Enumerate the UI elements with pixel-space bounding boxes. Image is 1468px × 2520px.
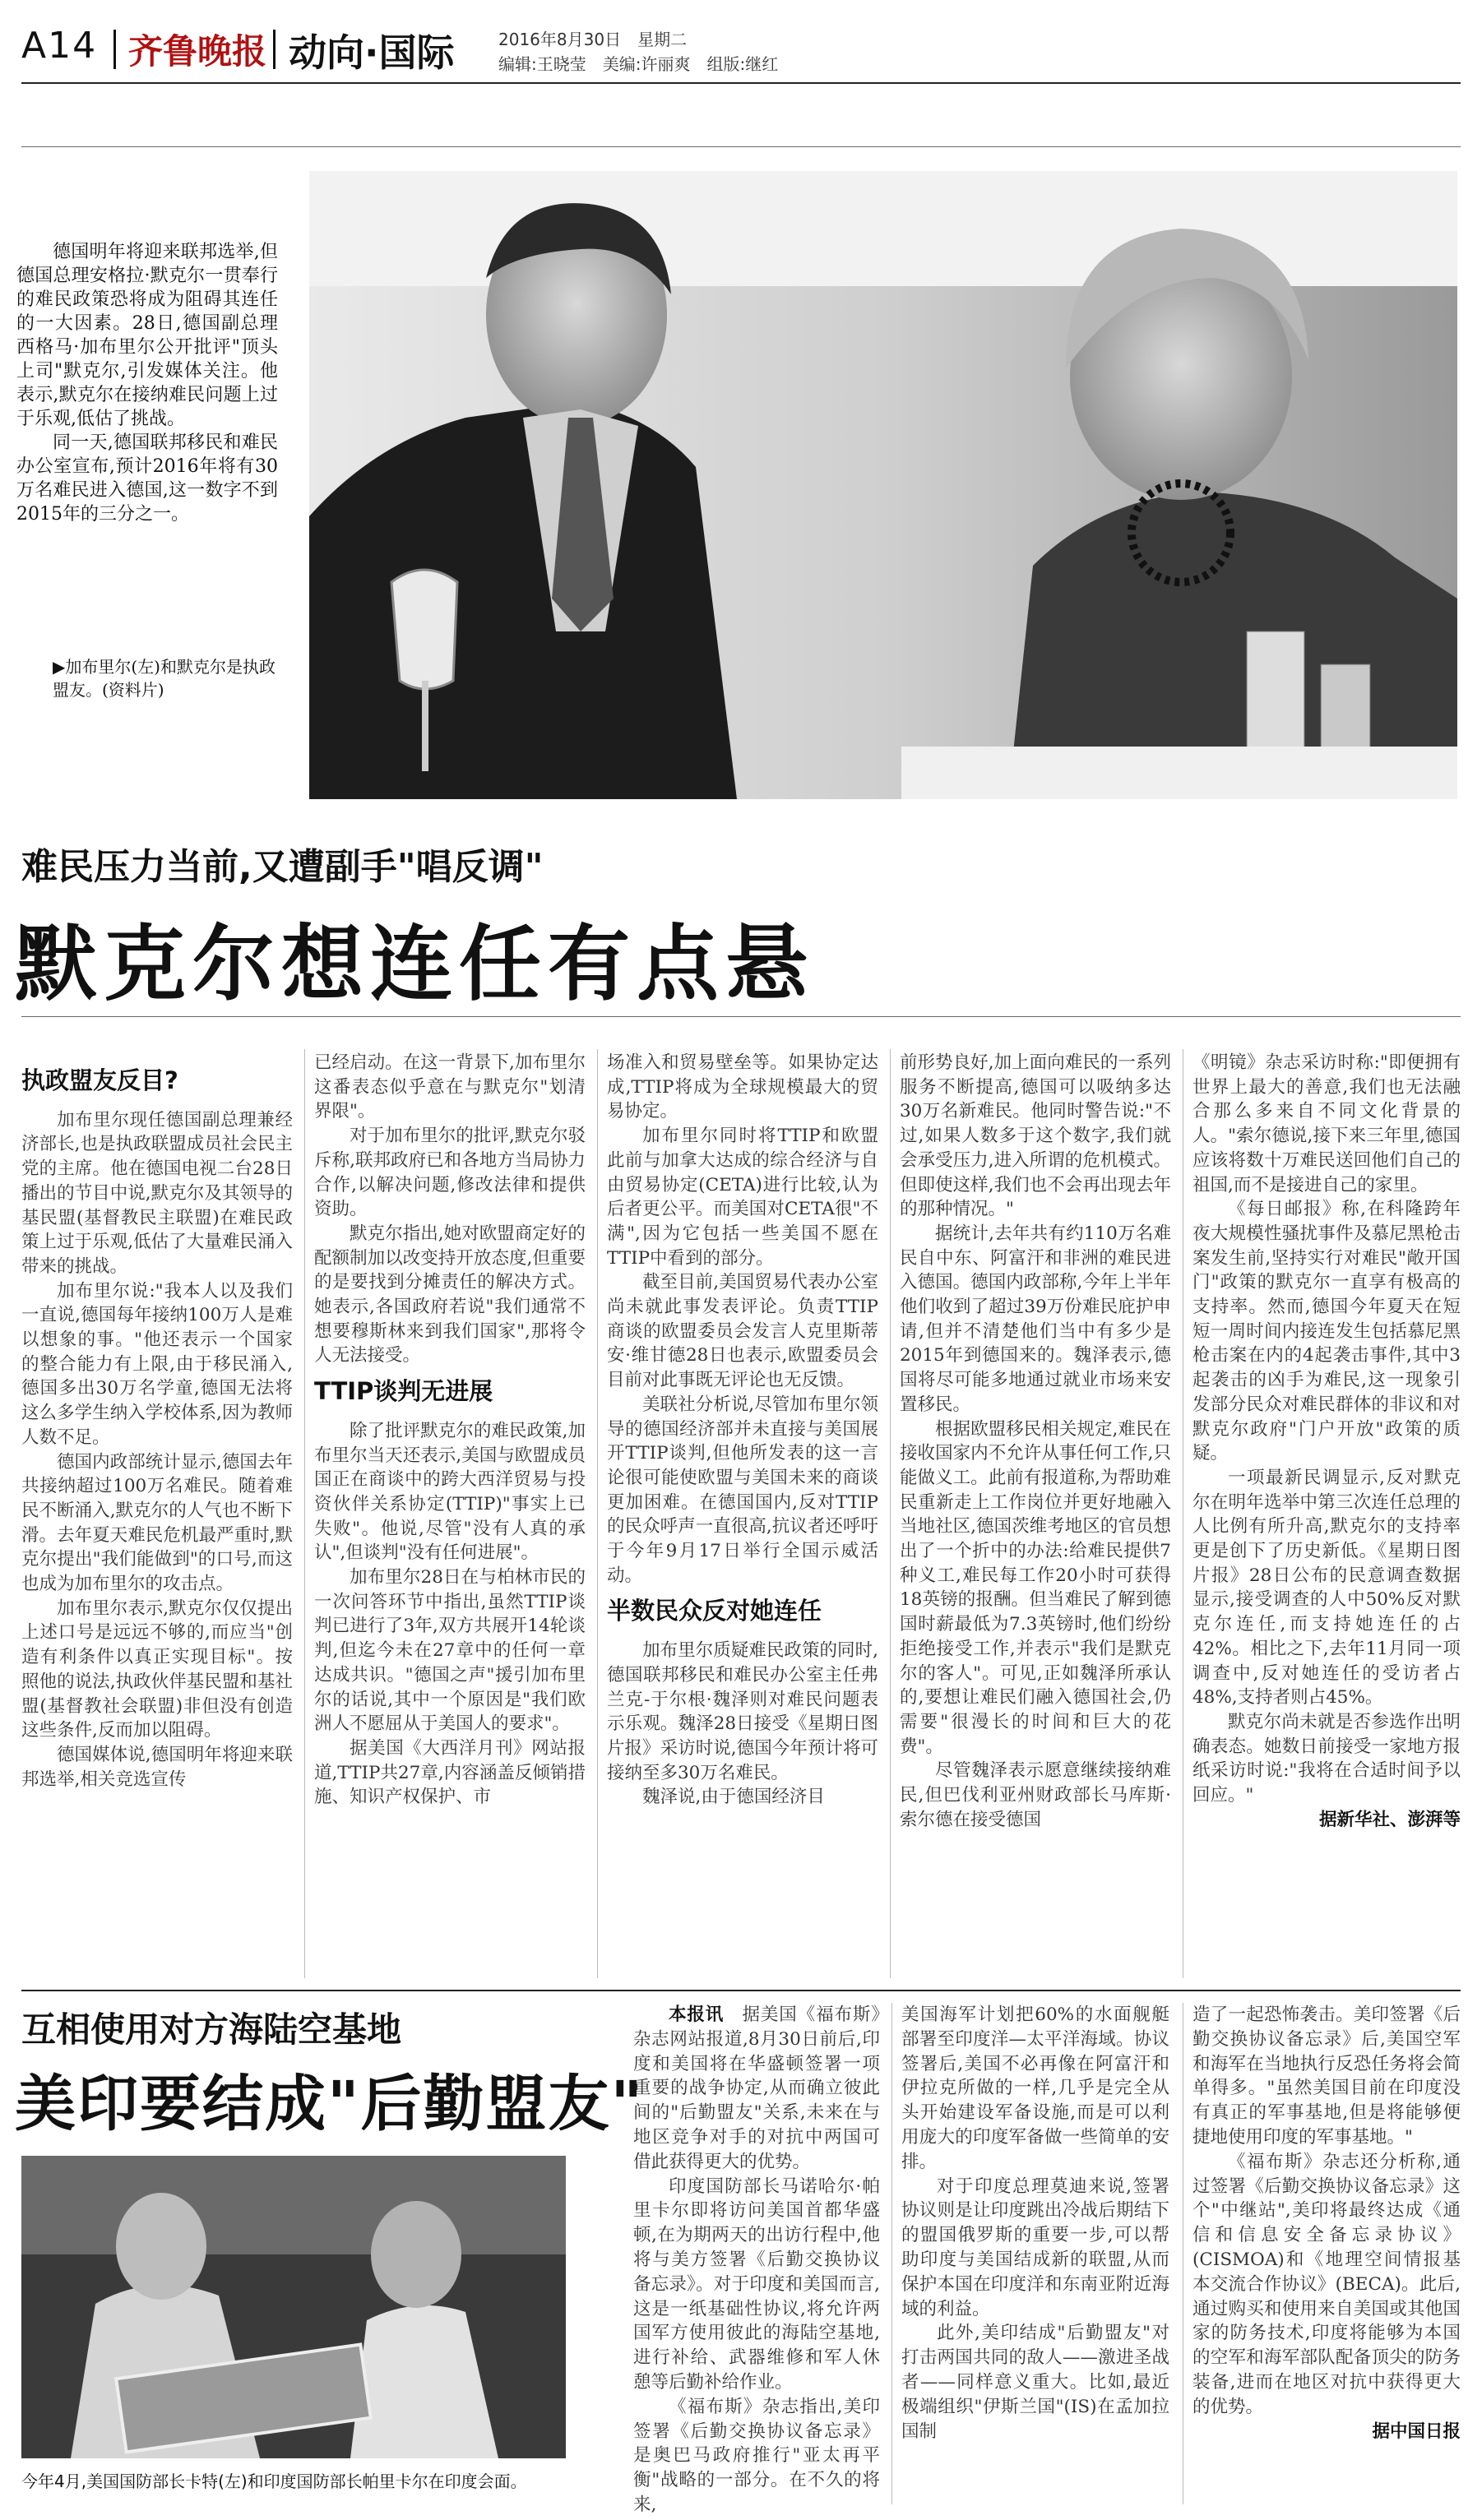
section-heading: TTIP谈判无进展: [314, 1377, 493, 1406]
photo-illustration: [21, 2156, 566, 2458]
body-paragraph: 加布里尔说:"我本人以及我们一直说,德国每年接纳100万人是难以想象的事。"他还表示一个国家的整合能力有上限,由于移民涌入,德国多出30万名学童,德国无法将这么多学生纳入学校体系,因为教师人数不足。: [21, 1280, 293, 1448]
intro-paragraph: 德国明年将迎来联邦选举,但德国总理安格拉·默克尔一贯奉行的难民政策恐将成为阻碍其连任的一大因素。28日,德国副总理西格马·加布里尔公开批评"顶头上司"默克尔,引发媒体关注。他表示,默克尔在接纳难民问题上过于乐观,低估了挑战。: [16, 242, 278, 429]
lead-label: 本报讯: [669, 2004, 725, 2025]
body-paragraph: 默克尔尚未就是否参选作出明确表态。她数日前接受一家地方报纸采访时说:"我将在合适时间予以回应。": [1192, 1711, 1461, 1806]
photo-caption: 今年4月,美国国防部长卡特(左)和印度国防部长帕里卡尔在印度会面。: [21, 2471, 527, 2491]
newspaper-logo: 齐鲁晚报: [128, 31, 267, 72]
body-paragraph: 根据欧盟移民相关规定,难民在接收国家内不允许从事任何工作,只能做义工。此前有报道称,为帮助难民重新走上工作岗位并更好地融入当地社区,德国茨维考地区的官员想出了一个折中的办法:给难民提供7种义工,难民每工作20小时可获得18英镑的报酬。但当难民了解到德国时薪最低为7.3英镑时,他们纷纷拒绝接受工作,并表示"我们是默克尔的客人"。可见,正如魏泽所承认的,要想让难民们融入德国社会,仍需要"很漫长的时间和巨大的花费"。: [900, 1418, 1171, 1757]
body-paragraph: 截至目前,美国贸易代表办公室尚未就此事发表评论。负责TTIP商谈的欧盟委员会发言人克里斯蒂安·维甘德28日也表示,欧盟委员会目前对此事既无评论也无反馈。: [607, 1272, 878, 1391]
body-paragraph: 《福布斯》杂志指出,美印签署《后勤交换协议备忘录》是奥巴马政府推行"亚太再平衡"战略的一部分。在不久的将来,: [633, 2396, 880, 2515]
date-line: 2016年8月30日 星期二: [498, 30, 688, 49]
photo-caption: ▶加布里尔(左)和默克尔是执政盟友。(资料片): [53, 657, 276, 700]
header-divider: [273, 30, 276, 69]
article-subtitle: 难民压力当前,又遭副手"唱反调": [21, 846, 544, 888]
body-paragraph: 德国内政部统计显示,德国去年共接纳超过100万名难民。随着难民不断涌入,默克尔的人气也不断下滑。去年夏天难民危机最严重时,默克尔提出"我们能做到"的口号,而这也成为加布里尔的攻击点。: [21, 1451, 293, 1595]
body-paragraph: 《每日邮报》称,在科隆跨年夜大规模性骚扰事件及慕尼黑枪击案发生前,坚持实行对难民"敞开国门"政策的默克尔一直享有极高的支持率。然而,德国今年夏天在短短一周时间内接连发生包括慕尼黑枪击案在内的4起袭击事件,其中3起袭击的凶手为难民,这一现象引发部分民众对难民群体的非议和对默克尔政府"门户开放"政策的质疑。: [1192, 1199, 1461, 1464]
body-paragraph: 美联社分析说,尽管加布里尔领导的德国经济部并未直接与美国展开TTIP谈判,但他所发表的这一言论很可能使欧盟与美国未来的商谈更加困难。在德国国内,反对TTIP的民众呼声一直很高,抗议者还呼吁于今年9月17日举行全国示威活动。: [607, 1394, 878, 1586]
body-paragraph: 加布里尔表示,默克尔仅仅提出上述口号是远远不够的,而应当"创造有利条件以真正实现目标"。按照他的说法,执政伙伴基民盟和基社盟(基督教社会联盟)非但没有创造这些条件,反而加以阻碍。: [21, 1598, 293, 1741]
article-column-5: [1192, 1051, 1461, 1833]
main-photo: [309, 171, 1457, 799]
article-column-3: [607, 1051, 878, 1810]
section-heading: 执政盟友反目?: [21, 1066, 178, 1094]
body-paragraph: 加布里尔现任德国副总理兼经济部长,也是执政联盟成员社会民主党的主席。他在德国电视二台28日播出的节目中说,默克尔及其领导的基民盟(基督教民主联盟)在难民政策上过于乐观,低估了大量难民涌入带来的挑战。: [21, 1109, 293, 1277]
body-paragraph: 除了批评默克尔的难民政策,加布里尔当天还表示,美国与欧盟成员国正在商谈中的跨大西洋贸易与投资伙伴关系协定(TTIP)"事实上已失败"。他说,尽管"没有人真的承认",但谈判"没有任何进展"。: [314, 1420, 586, 1564]
body-paragraph: [633, 2003, 880, 2175]
column-divider: [890, 1049, 891, 1978]
header-rule: [21, 82, 1461, 84]
section-title: 动向·国际: [289, 30, 455, 75]
article2-column-1: [633, 2003, 880, 2518]
title-rule: [21, 1016, 1461, 1017]
body-paragraph: 魏泽说,由于德国经济目: [642, 1787, 825, 1808]
article2-photo: [21, 2156, 566, 2458]
article-column-4: [900, 1051, 1171, 1833]
column-divider: [304, 1049, 305, 1978]
column-divider: [891, 2003, 892, 2504]
body-paragraph: 对于加布里尔的批评,默克尔驳斥称,联邦政府已和各地方当局协力合作,以解决问题,修改法律和提供资助。: [314, 1126, 586, 1220]
body-paragraph: 印度国防部长马诺哈尔·帕里卡尔即将访问美国首都华盛顿,在为期两天的出访行程中,他将与美方签署《后勤交换协议备忘录》。对于印度和美国而言,这是一纸基础性协议,将允许两国军方使用彼此的海陆空基地,进行补给、武器维修和军人休憩等后勤补给作业。: [633, 2176, 880, 2393]
source-credit: 据新华社、澎湃等: [1318, 1809, 1461, 1830]
body-paragraph: 加布里尔质疑难民政策的同时,德国联邦移民和难民办公室主任弗兰克-于尔根·魏泽则对难民问题表示乐观。魏泽28日接受《星期日图片报》采访时说,德国今年预计将可接纳至多30万名难民。: [607, 1640, 878, 1783]
article-column-2: [314, 1051, 586, 1810]
body-paragraph: 造了一起恐怖袭击。美印签署《后勤交换协议备忘录》后,美国空军和海军在当地执行反恐任务将会简单得多。"虽然美国目前在印度没有真正的军事基地,但是将能够便捷地使用印度的军事基地。": [1192, 2004, 1461, 2148]
top-rule: [21, 146, 1461, 147]
body-paragraph: 《福布斯》杂志还分析称,通过签署《后勤交换协议备忘录》这个"中继站",美印将最终达成《通信和信息安全备忘录协议》(CISMOA)和《地理空间情报基本交流合作协议》(BECA)。此后,通过购买和使用来自美国或其他国家的防务技术,印度将能够为本国的空军和海军部队配备顶尖的防务装备,进而在地区对抗中获得更大的优势。: [1192, 2151, 1461, 2417]
body-paragraph: 德国媒体说,德国明年将迎来联邦选举,相关竞选宣传: [21, 1744, 293, 1790]
body-paragraph: 据统计,去年共有约110万名难民自中东、阿富汗和非洲的难民进入德国。德国内政部称,今年上半年他们收到了超过39万份难民庇护申请,但并不清楚他们当中有多少是2015年到德国来的。魏泽表示,德国将尽可能多地通过就业市场来安置移民。: [900, 1223, 1171, 1415]
article-column-1: [21, 1057, 293, 1792]
body-paragraph: 一项最新民调显示,反对默克尔在明年选举中第三次连任总理的人比例有所升高,默克尔的支持率更是创下了历史新低。《星期日图片报》28日公布的民意调查数据显示,接受调查的人中50%反对默克尔连任,而支持她连任的占42%。相比之下,去年11月同一项调查中,反对她连任的受访者占48%,支持者则占45%。: [1192, 1467, 1461, 1709]
body-paragraph: 默克尔指出,她对欧盟商定好的配额制加以改变持开放态度,但重要的是要找到分摊责任的解决方式。她表示,各国政府若说"我们通常不想要穆斯林来到我们国家",那将令人无法接受。: [314, 1223, 586, 1366]
page-header: [21, 25, 1461, 77]
body-paragraph: 加布里尔同时将TTIP和欧盟此前与加拿大达成的综合经济与自由贸易协定(CETA)进行比较,认为后者更公平。而美国对CETA很"不满",因为它包括一些美国不愿在TTIP中看到的部分。: [607, 1126, 878, 1269]
article2-title: 美印要结成"后勤盟友": [15, 2069, 645, 2139]
photo-illustration: [309, 171, 1457, 799]
staff-line: 编辑:王晓莹 美编:许丽爽 组版:继红: [498, 54, 779, 74]
body-paragraph: 尽管魏泽表示愿意继续接纳难民,但巴伐利亚州财政部长马库斯·索尔德在接受德国: [900, 1760, 1171, 1830]
article-separator: [21, 1990, 1461, 1991]
body-paragraph: 加布里尔28日在与柏林市民的一次问答环节中指出,虽然TTIP谈判已进行了3年,双方共展开14轮谈判,但迄今未在27章中的任何一章达成共识。"德国之声"援引加布里尔的话说,其中一个原因是"我们欧洲人不愿屈从于美国人的要求"。: [314, 1567, 586, 1735]
body-paragraph: 美国海军计划把60%的水面舰艇部署至印度洋—太平洋海域。协议签署后,美国不必再像在阿富汗和伊拉克所做的一样,几乎是完全从头开始建设军备设施,而是可以利用庞大的印度军备做一些简单的安排。: [901, 2004, 1169, 2172]
article2-column-3: [1192, 2003, 1461, 2444]
page-number: A14: [21, 25, 98, 67]
article-intro: [16, 240, 278, 526]
section-heading: 半数民众反对她连任: [607, 1597, 822, 1625]
body-paragraph: 对于印度总理莫迪来说,签署协议则是让印度跳出冷战后期结下的盟国俄罗斯的重要一步,可以帮助印度与美国结成新的联盟,从而保护本国在印度洋和东南亚附近海域的利益。: [901, 2176, 1169, 2319]
body-paragraph: 据美国《大西洋月刊》网站报道,TTIP共27章,内容涵盖反倾销措施、知识产权保护、市: [314, 1737, 586, 1808]
article2-column-2: [901, 2003, 1169, 2444]
article-title: 默克尔想连任有点悬: [15, 916, 814, 1012]
article2-subtitle: 互相使用对方海陆空基地: [21, 2009, 402, 2050]
body-text: 据美国《福布斯》杂志网站报道,8月30日前后,印度和美国将在华盛顿签署一项重要的战争协定,从而确立彼此间的"后勤盟友"关系,未来在与地区竞争对手的对抗中两国可借此获得更大的优势。: [633, 2004, 880, 2172]
body-paragraph: 此外,美印结成"后勤盟友"对打击两国共同的敌人——激进圣战者——同样意义重大。比如,最近极端组织"伊斯兰国"(IS)在孟加拉国制: [901, 2323, 1169, 2442]
body-paragraph: 《明镜》杂志采访时称:"即便拥有世界上最大的善意,我们也无法融合那么多来自不同文化背景的人。"索尔德说,接下来三年里,德国应该将数十万难民送回他们自己的祖国,而不是接进自己的家里。: [1192, 1052, 1461, 1195]
intro-paragraph: 同一天,德国联邦移民和难民办公室宣布,预计2016年将有30万名难民进入德国,这一数字不到2015年的三分之一。: [16, 432, 278, 525]
column-divider: [597, 1049, 598, 1978]
source-credit: 据中国日报: [1372, 2421, 1461, 2442]
header-divider: [113, 30, 116, 69]
body-paragraph: 已经启动。在这一背景下,加布里尔这番表态似乎意在与默克尔"划清界限"。: [314, 1052, 586, 1122]
body-paragraph: 场准入和贸易壁垒等。如果协定达成,TTIP将成为全球规模最大的贸易协定。: [607, 1052, 878, 1122]
body-paragraph: 前形势良好,加上面向难民的一系列服务不断提高,德国可以吸纳多达30万名新难民。他同时警告说:"不过,如果人数多于这个数字,我们就会承受压力,进入所谓的危机模式。但即使这样,我们也不会再出现去年的那种情况。": [900, 1052, 1171, 1220]
